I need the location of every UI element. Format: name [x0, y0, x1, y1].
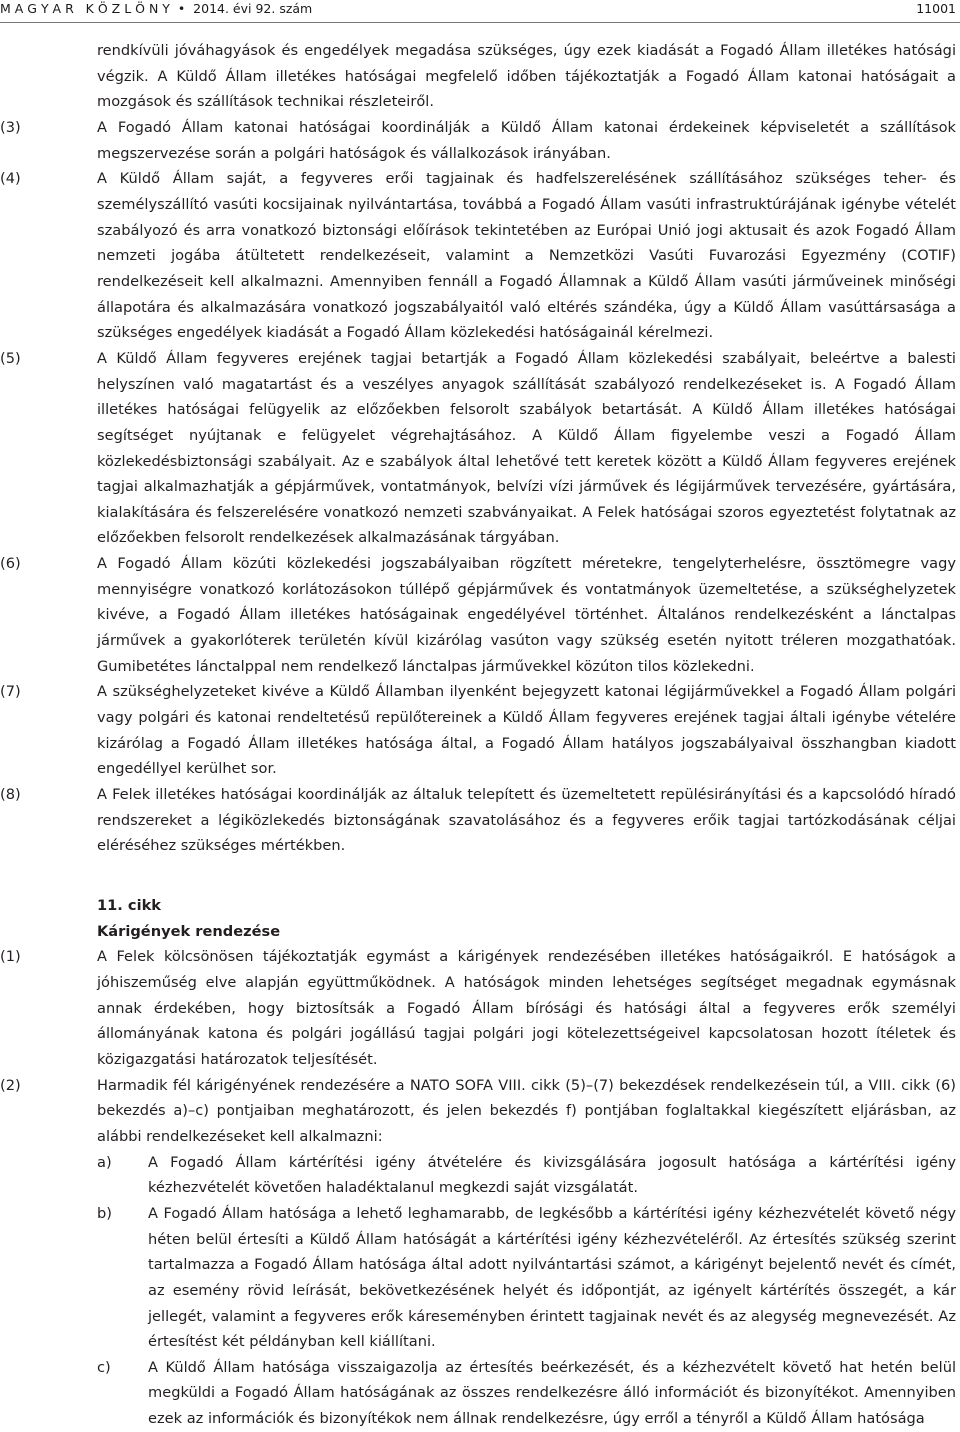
document-body: [0, 38, 960, 1432]
paragraph-text: A Küldő Állam saját, a fegyveres erői tagjainak és hadfelszerelésének szállításához szükséges teher- és személyszállító vasúti kocsijainak nyilvántartása, továbbá a Fogadó Állam vasúti infrastruktúrájának igénybe vételét szabályozó és arra vonatkozó biztonsági előírások tekintetében az Európai Unió jogi aktusait és azok Fogadó Állam nemzeti jogába átültetett rendelkezéseit, valamint a Nemzetközi Vasúti Fuvarozási Egyezmény (COTIF) rendelkezéseit kell alkalmazni. Amennyiben fennáll a Fogadó Államnak a Küldő Állam vasúti járműveinek minőségi állapotára és alkalmazására vonatkozó jogszabályaitól való eltérés szándéka, úgy a Küldő Állam vasúttársasága a szükséges engedélyek kiadását a Fogadó Állam közlekedési hatóságainál kérelmezi.: [97, 170, 956, 342]
paragraph-number: (7): [0, 683, 21, 701]
paragraph-number: (3): [0, 118, 21, 136]
paragraph-3: [0, 115, 960, 166]
paragraph-8: [0, 782, 960, 859]
paragraph-text: A szükséghelyzeteket kivéve a Küldő Államban ilyenként bejegyzett katonai légijárművekkel a Fogadó Állam polgári vagy polgári és katonai rendeltetésű repülőtereinek a Küldő Állam fegyveres erejének tagjai általi igénybe vételére kizárólag a Fogadó Állam illetékes hatósága által, a Fogadó Állam hatályos jogszabályaival összhangban kiadott engedéllyel kerülhet sor.: [97, 683, 956, 778]
page-number: 11001: [916, 1, 956, 16]
paragraph-text: Harmadik fél kárigényének rendezésére a NATO SOFA VIII. cikk (5)–(7) bekezdések rendelkezésein túl, a VIII. cikk (6) bekezdés a)–c) pontjaiban meghatározott, és jelen bekezdés f) pontjában foglaltakkal kiegészített eljárásban, az alábbi rendelkezéseket kell alkalmazni:: [97, 1076, 956, 1145]
header-rule: [0, 22, 960, 23]
subitem-letter: a): [97, 1153, 112, 1171]
subitem-c: [0, 1355, 960, 1432]
paragraph-text: A Küldő Állam fegyveres erejének tagjai betartják a Fogadó Állam közlekedési szabályait, beleértve a balesti helyszínen való magatartást és a veszélyes anyagok szállítását szabályozó rendelkezéseket is. A Fogadó Állam illetékes hatóságai felügyelik az előzőekben felsorolt szabályok betartását. A Küldő Állam illetékes hatóságai segítséget nyújtanak e felügyelet végrehajtásához. A Küldő Állam figyelembe veszi a Fogadó Állam közlekedésbiztonsági szabályait. Az e szabályok által lehetővé tett keretek között a Küldő Állam fegyveres erejének tagjai alkalmazhatják a gépjárművek, vontatmányok, belvízi vízi járművek és légijárművek tervezésére, gyártására, kialakítására és felszerelésére vonatkozó nemzeti szabványaikat. A Felek hatóságai szoros egyeztetést folytatnak az előzőekben felsorolt rendelkezések alkalmazásának tárgyában.: [97, 349, 956, 547]
journal-title: M A G Y A R K Ö Z L Ö N Y • 2014. évi 92. szám: [0, 1, 313, 16]
article-title: Kárigények rendezése: [97, 922, 281, 940]
article-paragraph-2: [0, 1073, 960, 1150]
paragraph-text: A Felek kölcsönösen tájékoztatják egymást a kárigények rendezésében illetékes hatóságaikról. E hatóságok a jóhiszeműség elve alapján együttműködnek. A hatóságok minden lehetséges segítséget megadnak egymásnak annak érdekében, hogy biztosítsák a Fogadó Állam bírósági és hatósági által a fegyveres erők személyi állományának katona és polgári jogállású tagjai polgári jogi kötelezettségeivel kapcsolatosan hozott ítéletek és közigazgatási határozatok teljesítését.: [97, 948, 956, 1068]
paragraph-number: (5): [0, 349, 21, 367]
subitem-text: A Fogadó Állam hatósága a lehető leghamarabb, de legkésőbb a kártérítési igény kézhezvételét követő négy héten belül értesíti a Küldő Állam hatóságát a kártérítési igény kézhezvételéről. Az értesítés szükség szerint tartalmazza a Fogadó Állam hatósága által adott nyilvántartási számot, a kárigényt bejelentő nevét és címét, az esemény rövid leírását, bekövetkezésének helyét és időpontját, az igényelt kártérítés összegét, a kár jellegét, valamint a fegyveres erők káreseményben érintett tagjainak nevét és az alegység megnevezését. Az értesítést két példányban kell kiállítani.: [148, 1204, 956, 1351]
subitem-text: A Küldő Állam hatósága visszaigazolja az értesítés beérkezését, és a kézhezvételt követő hat hetén belül megküldi a Fogadó Állam hatóságának az összes rendelkezésre álló információt és bizonyítékot. Amennyiben ezek az információk és bizonyítékok nem állnak rendelkezésre, úgy erről a tényről a Küldő Állam hatósága: [148, 1358, 956, 1428]
paragraph-7: [0, 679, 960, 782]
subitem-b: [0, 1201, 960, 1355]
subitem-text: A Fogadó Állam kártérítési igény átvételére és kivizsgálására jogosult hatósága a kártérítési igény kézhezvételét követően haladéktalanul megkezdi saját vizsgálatát.: [148, 1153, 956, 1197]
paragraph-number: (2): [0, 1076, 21, 1094]
paragraph-text: A Fogadó Állam közúti közlekedési jogszabályaiban rögzített méretekre, tengelyterhelésre, össztömegre vagy mennyiségre vonatkozó korlátozásokon túllépő gépjárművek és vontatmányok üzemeltetése, a szükséghelyzetek kivéve, a Fogadó Állam illetékes hatóságainak engedélyével történhet. Általános rendelkezésként a lánctalpas járművek a gyakorlóterek területén kívül kizárólag vasúton vagy szükség esetén nyitott tréleren mozgathatóak. Gumibetétes lánctalppal nem rendelkező lánctalpas járművekkel közúton tilos közlekedni.: [97, 555, 956, 675]
subitem-letter: c): [97, 1358, 111, 1376]
continuation-paragraph: [0, 38, 960, 115]
subitem-a: [0, 1150, 960, 1201]
paragraph-number: (4): [0, 170, 21, 188]
article-paragraph-1: [0, 944, 960, 1072]
section-spacer: [0, 859, 960, 893]
paragraph-4: [0, 166, 960, 346]
paragraph-5: [0, 346, 960, 551]
paragraph-number: (6): [0, 555, 21, 573]
paragraph-text: A Fogadó Állam katonai hatóságai koordinálják a Küldő Állam katonai érdekeinek képviseletét a szállítások megszervezése során a polgári hatóságok és vállalkozások irányában.: [97, 118, 956, 162]
paragraph-text: A Felek illetékes hatóságai koordinálják az általuk telepített és üzemeltetett repülésirányítási és a kapcsolódó híradó rendszereket a légiközlekedés biztonságának szavatolásához és a fegyveres erőik tagjai tartózkodásának céljai eléréséhez szükséges mértékben.: [97, 786, 956, 855]
subitem-letter: b): [97, 1204, 112, 1222]
paragraph-number: (8): [0, 786, 21, 804]
running-head: [0, 0, 960, 22]
article-number: 11. cikk: [97, 897, 161, 914]
paragraph-6: [0, 551, 960, 679]
paragraph-text: rendkívüli jóváhagyások és engedélyek megadása szükséges, úgy ezek kiadását a Fogadó Állam illetékes hatósági végzik. A Küldő Állam illetékes hatóságai megfelelő időben tájékoztatják a Fogadó Állam katonai hatóságait a mozgások és szállítások technikai részleteiről.: [97, 42, 956, 111]
paragraph-number: (1): [0, 948, 21, 966]
